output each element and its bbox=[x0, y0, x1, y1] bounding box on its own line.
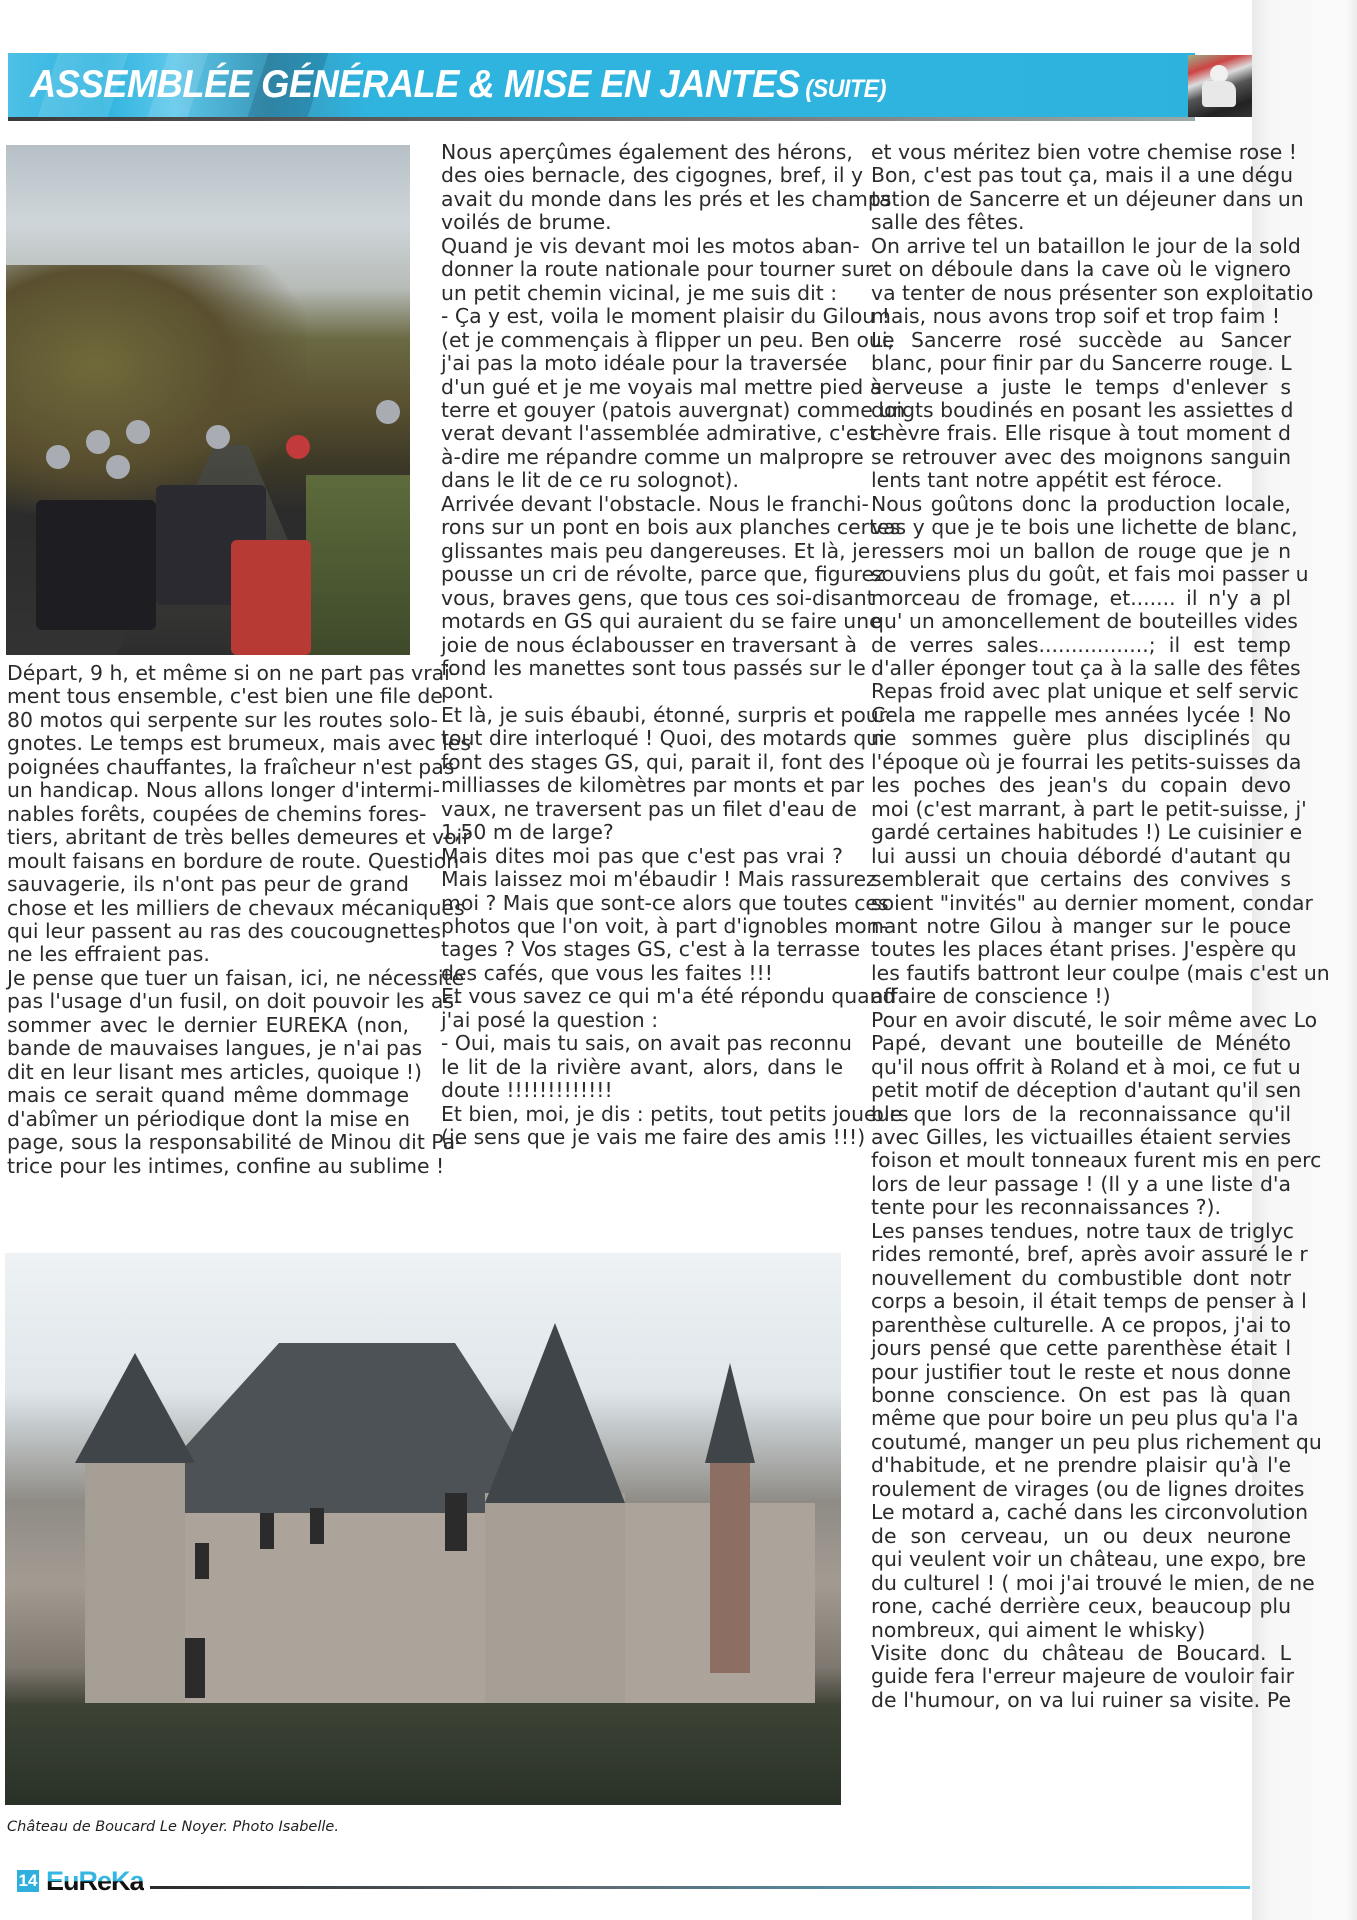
text-line: un handicap. Nous allons longer d'intermi- bbox=[7, 778, 440, 803]
text-line: nables forêts, coupées de chemins fores- bbox=[7, 801, 427, 826]
text-line: nouvellement du combustible dont notr bbox=[871, 1265, 1291, 1290]
text-line: se retrouver avec des moignons sanguin bbox=[871, 444, 1291, 469]
text-line: qui veulent voir un château, une expo, bre bbox=[871, 1547, 1307, 1572]
text-line: lui aussi un chouia débordé d'autant qu bbox=[871, 843, 1291, 868]
text-line: sauvagerie, ils n'ont pas peur de grand bbox=[7, 872, 409, 897]
text-line: tout dire interloqué ! Quoi, des motards qui bbox=[441, 726, 885, 751]
text-line: Visite donc du château de Boucard. L bbox=[871, 1641, 1291, 1665]
text-line: Pour en avoir discuté, le soir même avec Lo bbox=[871, 1007, 1318, 1032]
text-line: Et là, je suis ébaubi, étonné, surpris et pour bbox=[441, 702, 888, 727]
text-line: rone, caché derrière ceux, beaucoup plu bbox=[871, 1594, 1291, 1619]
text-line: de son cerveau, un ou deux neurone bbox=[871, 1523, 1291, 1548]
text-line: dit en leur lisant mes articles, quoique !) bbox=[7, 1059, 422, 1084]
castle-tower bbox=[710, 1453, 750, 1673]
text-line: milliasses de kilomètres par monts et par bbox=[441, 773, 864, 798]
text-line: - Ça y est, voila le moment plaisir du Gilou ! bbox=[441, 304, 890, 329]
text-line: nant notre Gilou à manger sur le pouce bbox=[871, 913, 1291, 938]
text-line: morceau de fromage, et....... il n'y a pl bbox=[871, 585, 1291, 610]
text-line: - Oui, mais tu sais, on avait pas reconnu bbox=[441, 1031, 852, 1056]
text-line: roulement de virages (ou de lignes droites bbox=[871, 1476, 1305, 1501]
text-line: Nous goûtons donc la production locale, bbox=[871, 491, 1291, 516]
text-line: On arrive tel un bataillon le jour de la sold bbox=[871, 233, 1301, 258]
castle-door bbox=[185, 1638, 205, 1698]
text-line: doute !!!!!!!!!!!!! bbox=[441, 1078, 613, 1103]
text-line: Mais laissez moi m'ébaudir ! Mais rassurez bbox=[441, 867, 877, 892]
photo-caption: Château de Boucard Le Noyer. Photo Isabelle. bbox=[7, 1819, 339, 1835]
castle-tower-roof bbox=[705, 1363, 755, 1463]
text-line: du culturel ! ( moi j'ai trouvé le mien, de ne bbox=[871, 1570, 1315, 1595]
text-line: ressers moi un ballon de rouge que je n bbox=[871, 538, 1291, 563]
text-line: à-dire me répandre comme un malpropre bbox=[441, 444, 864, 469]
title-main: ASSEMBLÉE GÉNÉRALE & MISE EN JANTES bbox=[30, 63, 800, 106]
magazine-logo: EuReKa bbox=[46, 1866, 144, 1896]
text-line: Et bien, moi, je dis : petits, tout petits joueurs bbox=[441, 1101, 909, 1126]
castle-tower-roof bbox=[485, 1323, 625, 1503]
text-line: (et je commençais à flipper un peu. Ben oui, bbox=[441, 327, 894, 352]
text-line: j'ai pas la moto idéale pour la traversée bbox=[441, 351, 848, 376]
text-line: souviens plus du goût, et fais moi passer u bbox=[871, 562, 1309, 587]
text-line: trice pour les intimes, confine au sublime ! bbox=[7, 1153, 445, 1178]
text-line: Le Sancerre rosé succède au Sancer bbox=[871, 327, 1291, 352]
text-line: Papé, devant une bouteille de Ménéto bbox=[871, 1031, 1291, 1056]
text-line: motards en GS qui auraient du se faire une bbox=[441, 609, 882, 634]
text-line: affaire de conscience !) bbox=[871, 984, 1111, 1009]
text-line: joie de nous éclabousser en traversant à bbox=[441, 632, 857, 657]
footer-rule bbox=[150, 1886, 1250, 1889]
text-line: rons sur un pont en bois aux planches certes bbox=[441, 515, 901, 540]
text-line: Les panses tendues, notre taux de triglyc bbox=[871, 1218, 1294, 1243]
text-line: avait du monde dans les prés et les champs bbox=[441, 186, 892, 211]
text-line: nombreux, qui aiment le whisky) bbox=[871, 1617, 1206, 1642]
text-line: j'ai posé la question : bbox=[441, 1007, 659, 1032]
castle-tower bbox=[85, 1453, 185, 1713]
text-line: même que pour boire un peu plus qu'a l'a bbox=[871, 1406, 1299, 1431]
text-line: un petit chemin vicinal, je me suis dit : bbox=[441, 280, 838, 305]
text-line: doigts boudinés en posant les assiettes d bbox=[871, 397, 1294, 422]
text-line: qu'il nous offrit à Roland et à moi, ce fut u bbox=[871, 1054, 1301, 1079]
text-line: pour justifier tout le reste et nous donne bbox=[871, 1359, 1291, 1384]
text-line: tiers, abritant de très belles demeures et voir bbox=[7, 825, 471, 850]
text-line: ment tous ensemble, c'est bien une file de bbox=[7, 684, 443, 709]
text-line: corps a besoin, il était temps de penser à l bbox=[871, 1289, 1307, 1314]
text-line: lents tant notre appétit est féroce. bbox=[871, 468, 1223, 493]
text-line: Cela me rappelle mes années lycée ! No bbox=[871, 702, 1291, 727]
text-line: vaux, ne traversent pas un filet d'eau de bbox=[441, 796, 857, 821]
text-line: blanc, pour finir par du Sancerre rouge. L bbox=[871, 351, 1292, 376]
text-line: vous, braves gens, que tous ces soi-disant bbox=[441, 585, 875, 610]
text-line: guide fera l'erreur majeure de vouloir fair bbox=[871, 1664, 1294, 1689]
text-line: gnotes. Le temps est brumeux, mais avec les bbox=[7, 731, 471, 756]
text-line: serveuse a juste le temps d'enlever s bbox=[871, 374, 1291, 399]
castle-tower-roof bbox=[75, 1353, 195, 1463]
text-line: va tenter de nous présenter son exploitatio bbox=[871, 280, 1314, 305]
text-line: d'abîmer un périodique dont la mise en bbox=[7, 1106, 410, 1131]
text-line: pont. bbox=[441, 679, 494, 704]
castle-window bbox=[195, 1543, 209, 1579]
text-line: donner la route nationale pour tourner sur bbox=[441, 257, 874, 282]
text-line: vas y que je te bois une lichette de blanc, bbox=[871, 515, 1298, 540]
text-line: et vous méritez bien votre chemise rose ! bbox=[871, 140, 1297, 164]
text-line: d'aller éponger tout ça à la salle des fêtes bbox=[871, 655, 1301, 680]
text-line: l'époque où je fourrai les petits-suisses da bbox=[871, 749, 1302, 774]
text-line: les fautifs battront leur coulpe (mais c'est un bbox=[871, 960, 1330, 985]
text-line: parenthèse culturelle. A ce propos, j'ai to bbox=[871, 1312, 1291, 1337]
text-line: glissantes mais peu dangereuses. Et là, je bbox=[441, 538, 871, 563]
text-line: pousse un cri de révolte, parce que, figurez bbox=[441, 562, 885, 587]
text-line: semblerait que certains des convives s bbox=[871, 867, 1291, 892]
text-line: bande de mauvaises langues, je n'ai pas bbox=[7, 1036, 423, 1061]
text-line: font des stages GS, qui, parait il, font des bbox=[441, 749, 865, 774]
text-line: bonne conscience. On est pas là quan bbox=[871, 1383, 1291, 1408]
text-line: moi ? Mais que sont-ce alors que toutes ces bbox=[441, 890, 889, 915]
page-number: 14 bbox=[18, 1871, 38, 1890]
text-line: mais, nous avons trop soif et trop faim ! bbox=[871, 304, 1281, 329]
text-line: moi (c'est marrant, à part le petit-suisse, j' bbox=[871, 796, 1307, 821]
text-line: mais ce serait quand même dommage bbox=[7, 1083, 409, 1108]
article-column-3 bbox=[871, 140, 1330, 1712]
text-line: toutes les places étant prises. J'espère qu bbox=[871, 937, 1297, 962]
text-line: Bon, c'est pas tout ça, mais il a une dégu bbox=[871, 163, 1294, 188]
text-line: d'un gué et je me voyais mal mettre pied à bbox=[441, 374, 883, 399]
text-line: petit motif de déception d'autant qu'il sen bbox=[871, 1078, 1302, 1103]
text-line: et on déboule dans la cave où le vignero bbox=[871, 257, 1291, 282]
text-line: tente pour les reconnaissances ?). bbox=[871, 1195, 1221, 1220]
text-line: 1,50 m de large? bbox=[441, 820, 614, 845]
text-line: terre et gouyer (patois auvergnat) comme un bbox=[441, 397, 906, 422]
text-line: le lit de la rivière avant, alors, dans le bbox=[441, 1054, 843, 1079]
text-line: gardé certaines habitudes !) Le cuisinier e bbox=[871, 820, 1303, 845]
castle-window bbox=[310, 1508, 324, 1544]
text-line: d'habitude, et ne prendre plaisir qu'à l'e bbox=[871, 1453, 1291, 1478]
text-line: Arrivée devant l'obstacle. Nous le franchi- bbox=[441, 491, 869, 516]
text-line: dans le lit de ce ru solognot). bbox=[441, 468, 739, 493]
text-line: photos que l'on voit, à part d'ignobles mon- bbox=[441, 913, 887, 938]
text-line: soient "invités" au dernier moment, condar bbox=[871, 890, 1313, 915]
castle-moat bbox=[5, 1703, 841, 1805]
text-line: avec Gilles, les victuailles étaient servies bbox=[871, 1125, 1291, 1150]
text-line: ne les effraient pas. bbox=[7, 942, 210, 967]
text-line: Nous aperçûmes également des hérons, bbox=[441, 140, 853, 164]
text-line: chèvre frais. Elle risque à tout moment d bbox=[871, 421, 1291, 446]
text-line: lors de leur passage ! (Il y a une liste d'a bbox=[871, 1171, 1291, 1196]
text-line: qui leur passent au ras des coucougnettes bbox=[7, 918, 441, 943]
text-line: ble que lors de la reconnaissance qu'il bbox=[871, 1101, 1291, 1126]
text-line: fond les manettes sont tous passés sur le bbox=[441, 655, 866, 680]
text-line: Le motard a, caché dans les circonvolution bbox=[871, 1500, 1309, 1525]
text-line: les poches des jean's du copain devo bbox=[871, 773, 1291, 798]
text-line: sommer avec le dernier EUREKA (non, bbox=[7, 1012, 409, 1037]
text-line: voilés de brume. bbox=[441, 210, 612, 235]
text-line: foison et moult tonneaux furent mis en perc bbox=[871, 1148, 1322, 1173]
text-line: Je pense que tuer un faisan, ici, ne nécessite bbox=[7, 965, 465, 990]
text-line: poignées chauffantes, la fraîcheur n'est pas bbox=[7, 754, 455, 779]
text-line: 80 motos qui serpente sur les routes solo- bbox=[7, 707, 439, 732]
text-line: qu' un amoncellement de bouteilles vides bbox=[871, 609, 1298, 634]
text-line: page, sous la responsabilité de Minou dit Pa- bbox=[7, 1130, 463, 1155]
text-line: coutumé, manger un peu plus richement qu bbox=[871, 1429, 1322, 1454]
text-line: ne sommes guère plus disciplinés qu bbox=[871, 726, 1291, 751]
text-line: de l'humour, on va lui ruiner sa visite. Pe bbox=[871, 1687, 1291, 1712]
text-line: des oies bernacle, des cigognes, bref, il y bbox=[441, 163, 864, 188]
text-line: Mais dites moi pas que c'est pas vrai ? bbox=[441, 843, 843, 868]
text-line: Départ, 9 h, et même si on ne part pas vrai- bbox=[7, 661, 458, 685]
text-line: des cafés, que vous les faites !!! bbox=[441, 960, 773, 985]
castle-window bbox=[260, 1513, 274, 1549]
text-line: salle des fêtes. bbox=[871, 210, 1025, 235]
text-line: de verres sales.................; il est temp bbox=[871, 632, 1291, 657]
text-line: tation de Sancerre et un déjeuner dans un bbox=[871, 186, 1304, 211]
text-line: Repas froid avec plat unique et self servic bbox=[871, 679, 1299, 704]
text-line: rides remonté, bref, après avoir assuré le r bbox=[871, 1242, 1308, 1267]
title-suffix: (SUITE) bbox=[805, 75, 886, 103]
text-line: pas l'usage d'un fusil, on doit pouvoir les as- bbox=[7, 989, 462, 1014]
text-line: Et vous savez ce qui m'a été répondu quand bbox=[441, 984, 896, 1009]
text-line: chose et les milliers de chevaux mécaniques bbox=[7, 895, 465, 920]
text-line: moult faisans en bordure de route. Question bbox=[7, 848, 460, 873]
photo-castle bbox=[5, 1253, 841, 1805]
text-line: verat devant l'assemblée admirative, c'est- bbox=[441, 421, 885, 446]
text-line: tages ? Vos stages GS, c'est à la terrasse bbox=[441, 937, 861, 962]
text-line: Quand je vis devant moi les motos aban- bbox=[441, 233, 860, 258]
text-line: (je sens que je vais me faire des amis !!!) bbox=[441, 1125, 866, 1150]
castle-tower bbox=[485, 1493, 625, 1723]
text-line: jours pensé que cette parenthèse était l bbox=[871, 1336, 1291, 1361]
castle-window bbox=[445, 1493, 467, 1551]
